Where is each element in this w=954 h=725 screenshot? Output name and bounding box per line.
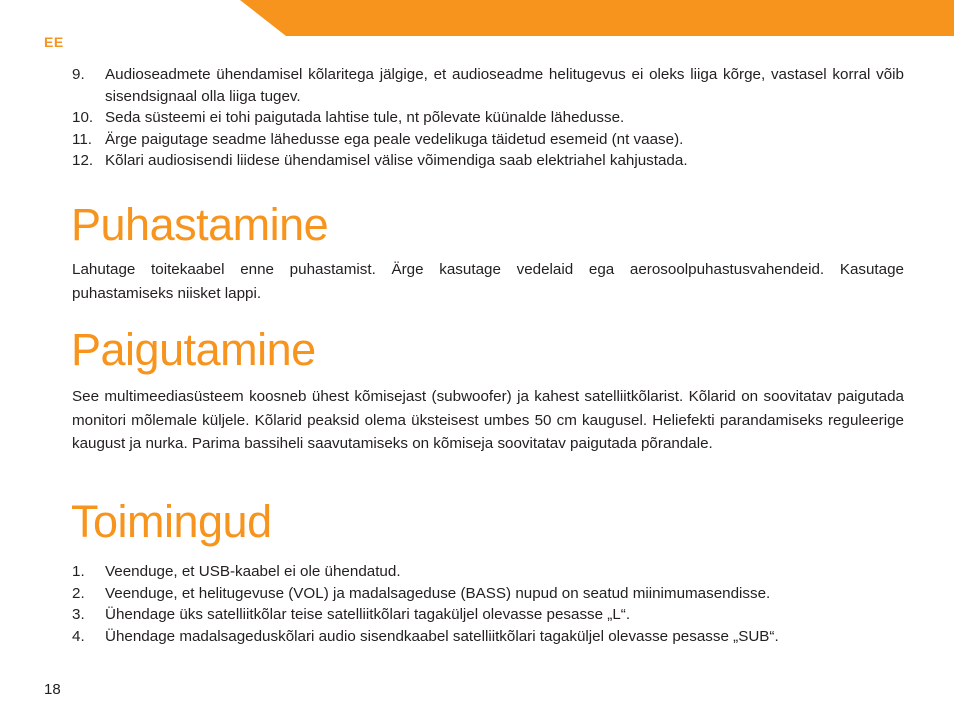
language-code: EE	[44, 34, 64, 50]
list-item	[72, 107, 904, 129]
item-number: 12.	[72, 152, 94, 169]
item-number: 1.	[72, 563, 85, 580]
item-number: 3.	[72, 606, 85, 623]
item-text: Ühendage üks satelliitkõlar teise satelliitkõlari tagaküljel olevasse pesasse „L“.	[105, 606, 631, 623]
list-item	[72, 561, 904, 583]
item-number: 11.	[72, 130, 92, 148]
section-heading-cleaning: Puhastamine	[71, 199, 329, 250]
item-text: Ühendage madalsageduskõlari audio sisendkaabel satelliitkõlari tagaküljel olevasse pesasse „SUB“.	[105, 627, 779, 645]
list-item	[72, 626, 904, 648]
section-heading-placement: Paigutamine	[71, 324, 316, 375]
item-number: 4.	[72, 627, 85, 645]
item-number: 2.	[72, 584, 85, 602]
section-heading-operations: Toimingud	[71, 496, 272, 547]
item-text: Veenduge, et USB-kaabel ei ole ühendatud.	[105, 563, 401, 580]
item-number: 10.	[72, 109, 94, 126]
item-text: Seda süsteemi ei tohi paigutada lahtise tule, nt põlevate küünalde lähedusse.	[105, 109, 625, 126]
header-orange-tab	[240, 0, 954, 36]
list-item	[72, 64, 904, 107]
list-item	[72, 604, 904, 626]
item-number: 9.	[72, 66, 85, 83]
item-text: Audioseadmete ühendamisel kõlaritega jälgige, et audioseadme helitugevus ei oleks liiga kõrge, vastasel korral võib sisendsignaal olla liiga tugev.	[105, 66, 904, 105]
item-text: Ärge paigutage seadme lähedusse ega peale vedelikuga täidetud esemeid (nt vaase).	[105, 130, 684, 148]
list-item	[72, 150, 904, 172]
item-text: Kõlari audiosisendi liidese ühendamisel välise võimendiga saab elektriahel kahjustada.	[105, 152, 688, 169]
list-item	[72, 129, 904, 151]
page-number: 18	[44, 681, 61, 698]
placement-paragraph: See multimeediasüsteem koosneb ühest kõmisejast (subwoofer) ja kahest satelliitkõlarist. Kõlarid on soovitatav paigutada monitori mõlemale küljele. Kõlarid peaksid olema üksteisest umbes 50 cm kaugusel. Heliefekti parandamiseks reguleerige kaugust ja nurka. Parima bassiheli saavutamiseks on kõmiseja soovitatav paigutada põrandale.	[72, 388, 904, 452]
cleaning-paragraph: Lahutage toitekaabel enne puhastamist. Ärge kasutage vedelaid ega aerosoolpuhastusvahendeid. Kasutage puhastamiseks niisket lappi.	[72, 261, 904, 302]
operations-list	[72, 561, 904, 647]
safety-list	[72, 64, 904, 172]
list-item	[72, 583, 904, 605]
item-text: Veenduge, et helitugevuse (VOL) ja madalsageduse (BASS) nupud on seatud miinimumasendisse.	[105, 584, 771, 602]
